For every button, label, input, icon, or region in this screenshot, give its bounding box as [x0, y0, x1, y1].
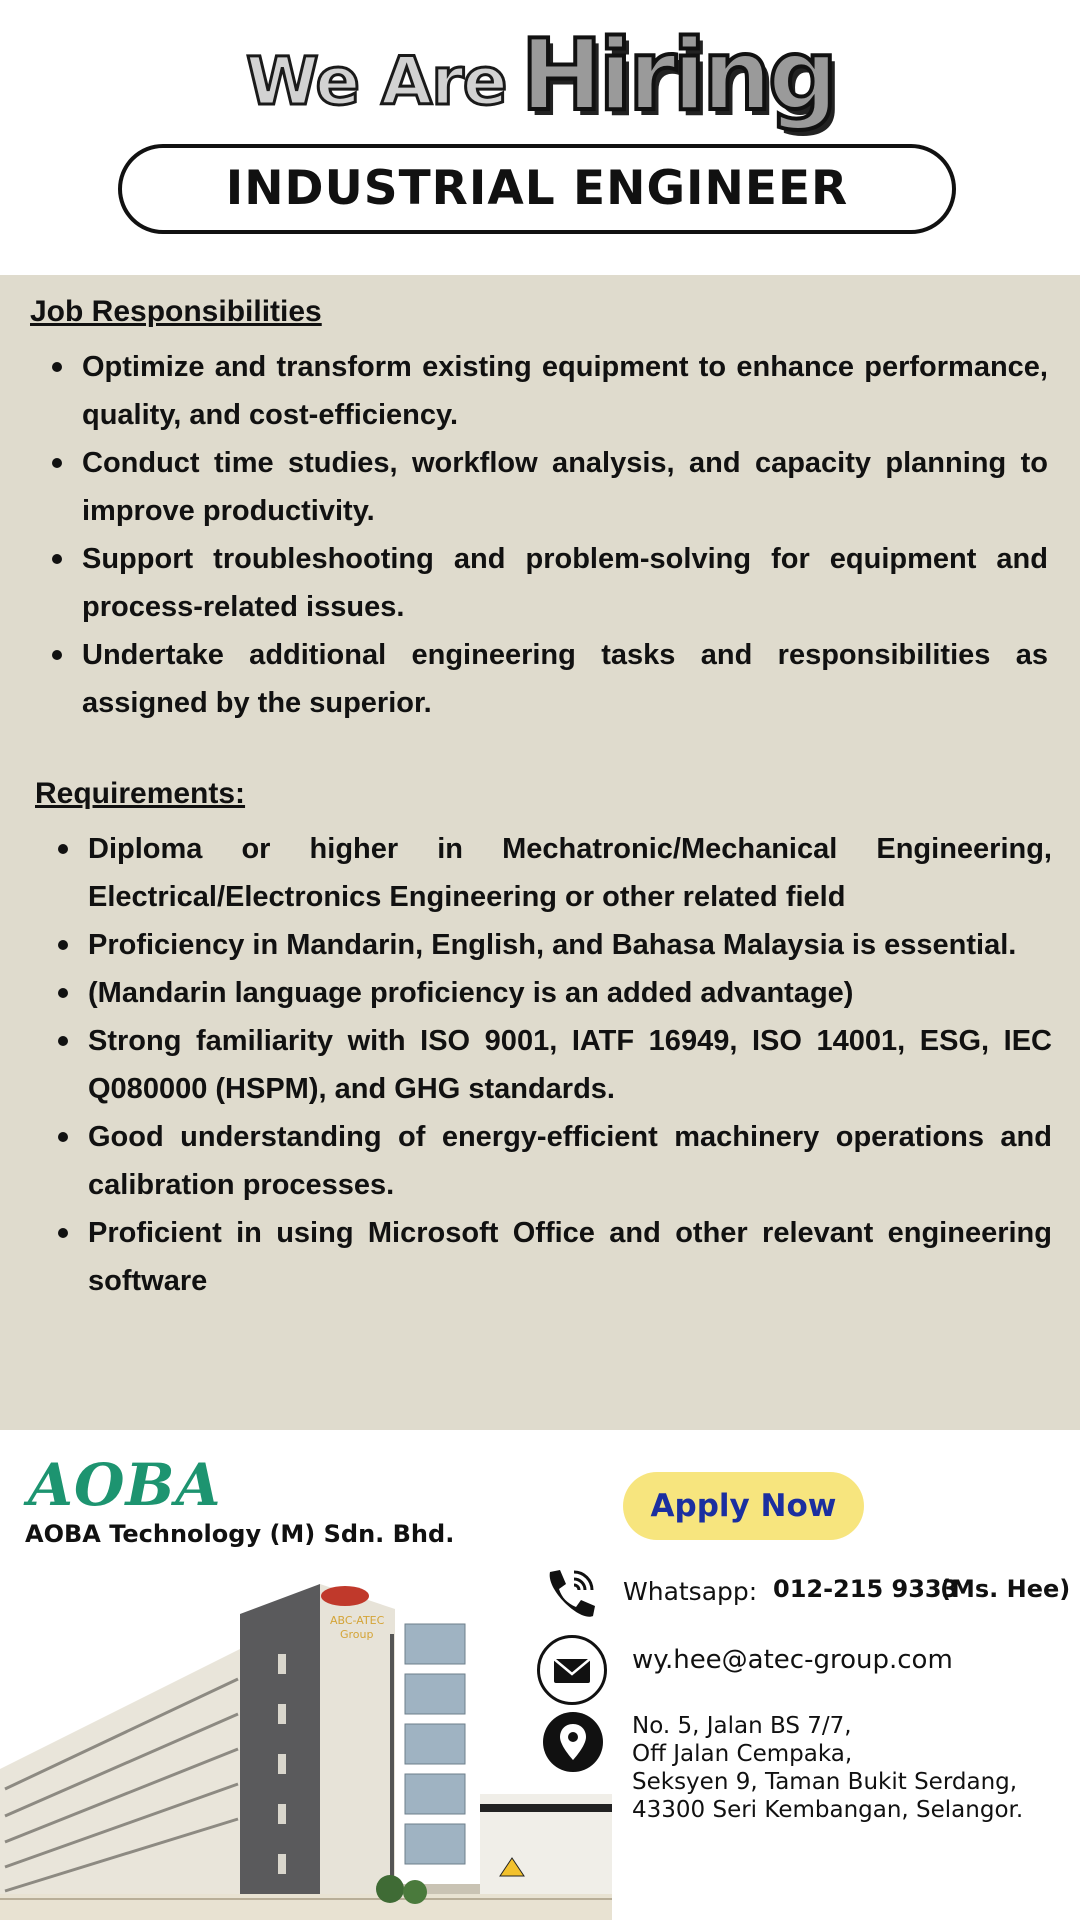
list-item: Proficient in using Microsoft Office and other relevant engineering software — [88, 1209, 1052, 1305]
address-line: Off Jalan Cempaka, — [632, 1741, 853, 1767]
building-photo — [0, 1554, 612, 1920]
list-item: Optimize and transform existing equipment to enhance performance, quality, and cost-efficiency. — [82, 343, 1048, 439]
company-name: AOBA Technology (M) Sdn. Bhd. — [25, 1520, 455, 1548]
list-item: Conduct time studies, workflow analysis, and capacity planning to improve productivity. — [82, 439, 1048, 535]
list-item: Strong familiarity with ISO 9001, IATF 16949, ISO 14001, ESG, IEC Q080000 (HSPM), and GHG standards. — [88, 1017, 1052, 1113]
whatsapp-number[interactable]: 012-215 9333 — [773, 1575, 959, 1603]
whatsapp-label: Whatsapp: — [623, 1577, 758, 1606]
job-title-pill — [118, 144, 956, 234]
svg-text:Group: Group — [340, 1628, 374, 1641]
list-item: Diploma or higher in Mechatronic/Mechanical Engineering, Electrical/Electronics Engineering or other related field — [88, 825, 1052, 921]
job-title: INDUSTRIAL ENGINEER — [225, 161, 849, 216]
svg-text:ABC-ATEC: ABC-ATEC — [330, 1614, 385, 1627]
address — [632, 1712, 1023, 1824]
whatsapp-contact-name: (Ms. Hee) — [940, 1575, 1071, 1603]
list-item: Undertake additional engineering tasks and responsibilities as assigned by the superior. — [82, 631, 1048, 727]
list-item: Support troubleshooting and problem-solving for equipment and process-related issues. — [82, 535, 1048, 631]
responsibilities-list — [82, 343, 1048, 727]
footer — [0, 1430, 1080, 1920]
location-pin-icon — [543, 1712, 603, 1772]
phone-icon — [540, 1566, 598, 1624]
requirements-heading: Requirements: — [35, 777, 246, 810]
address-line: 43300 Seri Kembangan, Selangor. — [632, 1797, 1024, 1823]
apply-now-button[interactable]: Apply Now — [623, 1472, 864, 1540]
email-address[interactable]: wy.hee@atec-group.com — [632, 1645, 953, 1675]
header — [0, 0, 1080, 275]
we-are-text: We Are — [245, 43, 507, 120]
mail-icon — [537, 1635, 607, 1705]
building-illustration — [0, 1554, 612, 1920]
address-line: Seksyen 9, Taman Bukit Serdang, — [632, 1769, 1018, 1795]
hiring-headline — [0, 20, 1080, 140]
address-line: No. 5, Jalan BS 7/7, — [632, 1713, 852, 1739]
list-item: (Mandarin language proficiency is an added advantage) — [88, 969, 1052, 1017]
hiring-text: Hiring — [520, 19, 835, 133]
list-item: Proficiency in Mandarin, English, and Bahasa Malaysia is essential. — [88, 921, 1052, 969]
list-item: Good understanding of energy-efficient machinery operations and calibration processes. — [88, 1113, 1052, 1209]
responsibilities-heading: Job Responsibilities — [30, 295, 322, 328]
requirements-list — [88, 825, 1052, 1305]
aoba-logo: AOBA — [28, 1451, 222, 1519]
job-details-panel — [0, 275, 1080, 1430]
